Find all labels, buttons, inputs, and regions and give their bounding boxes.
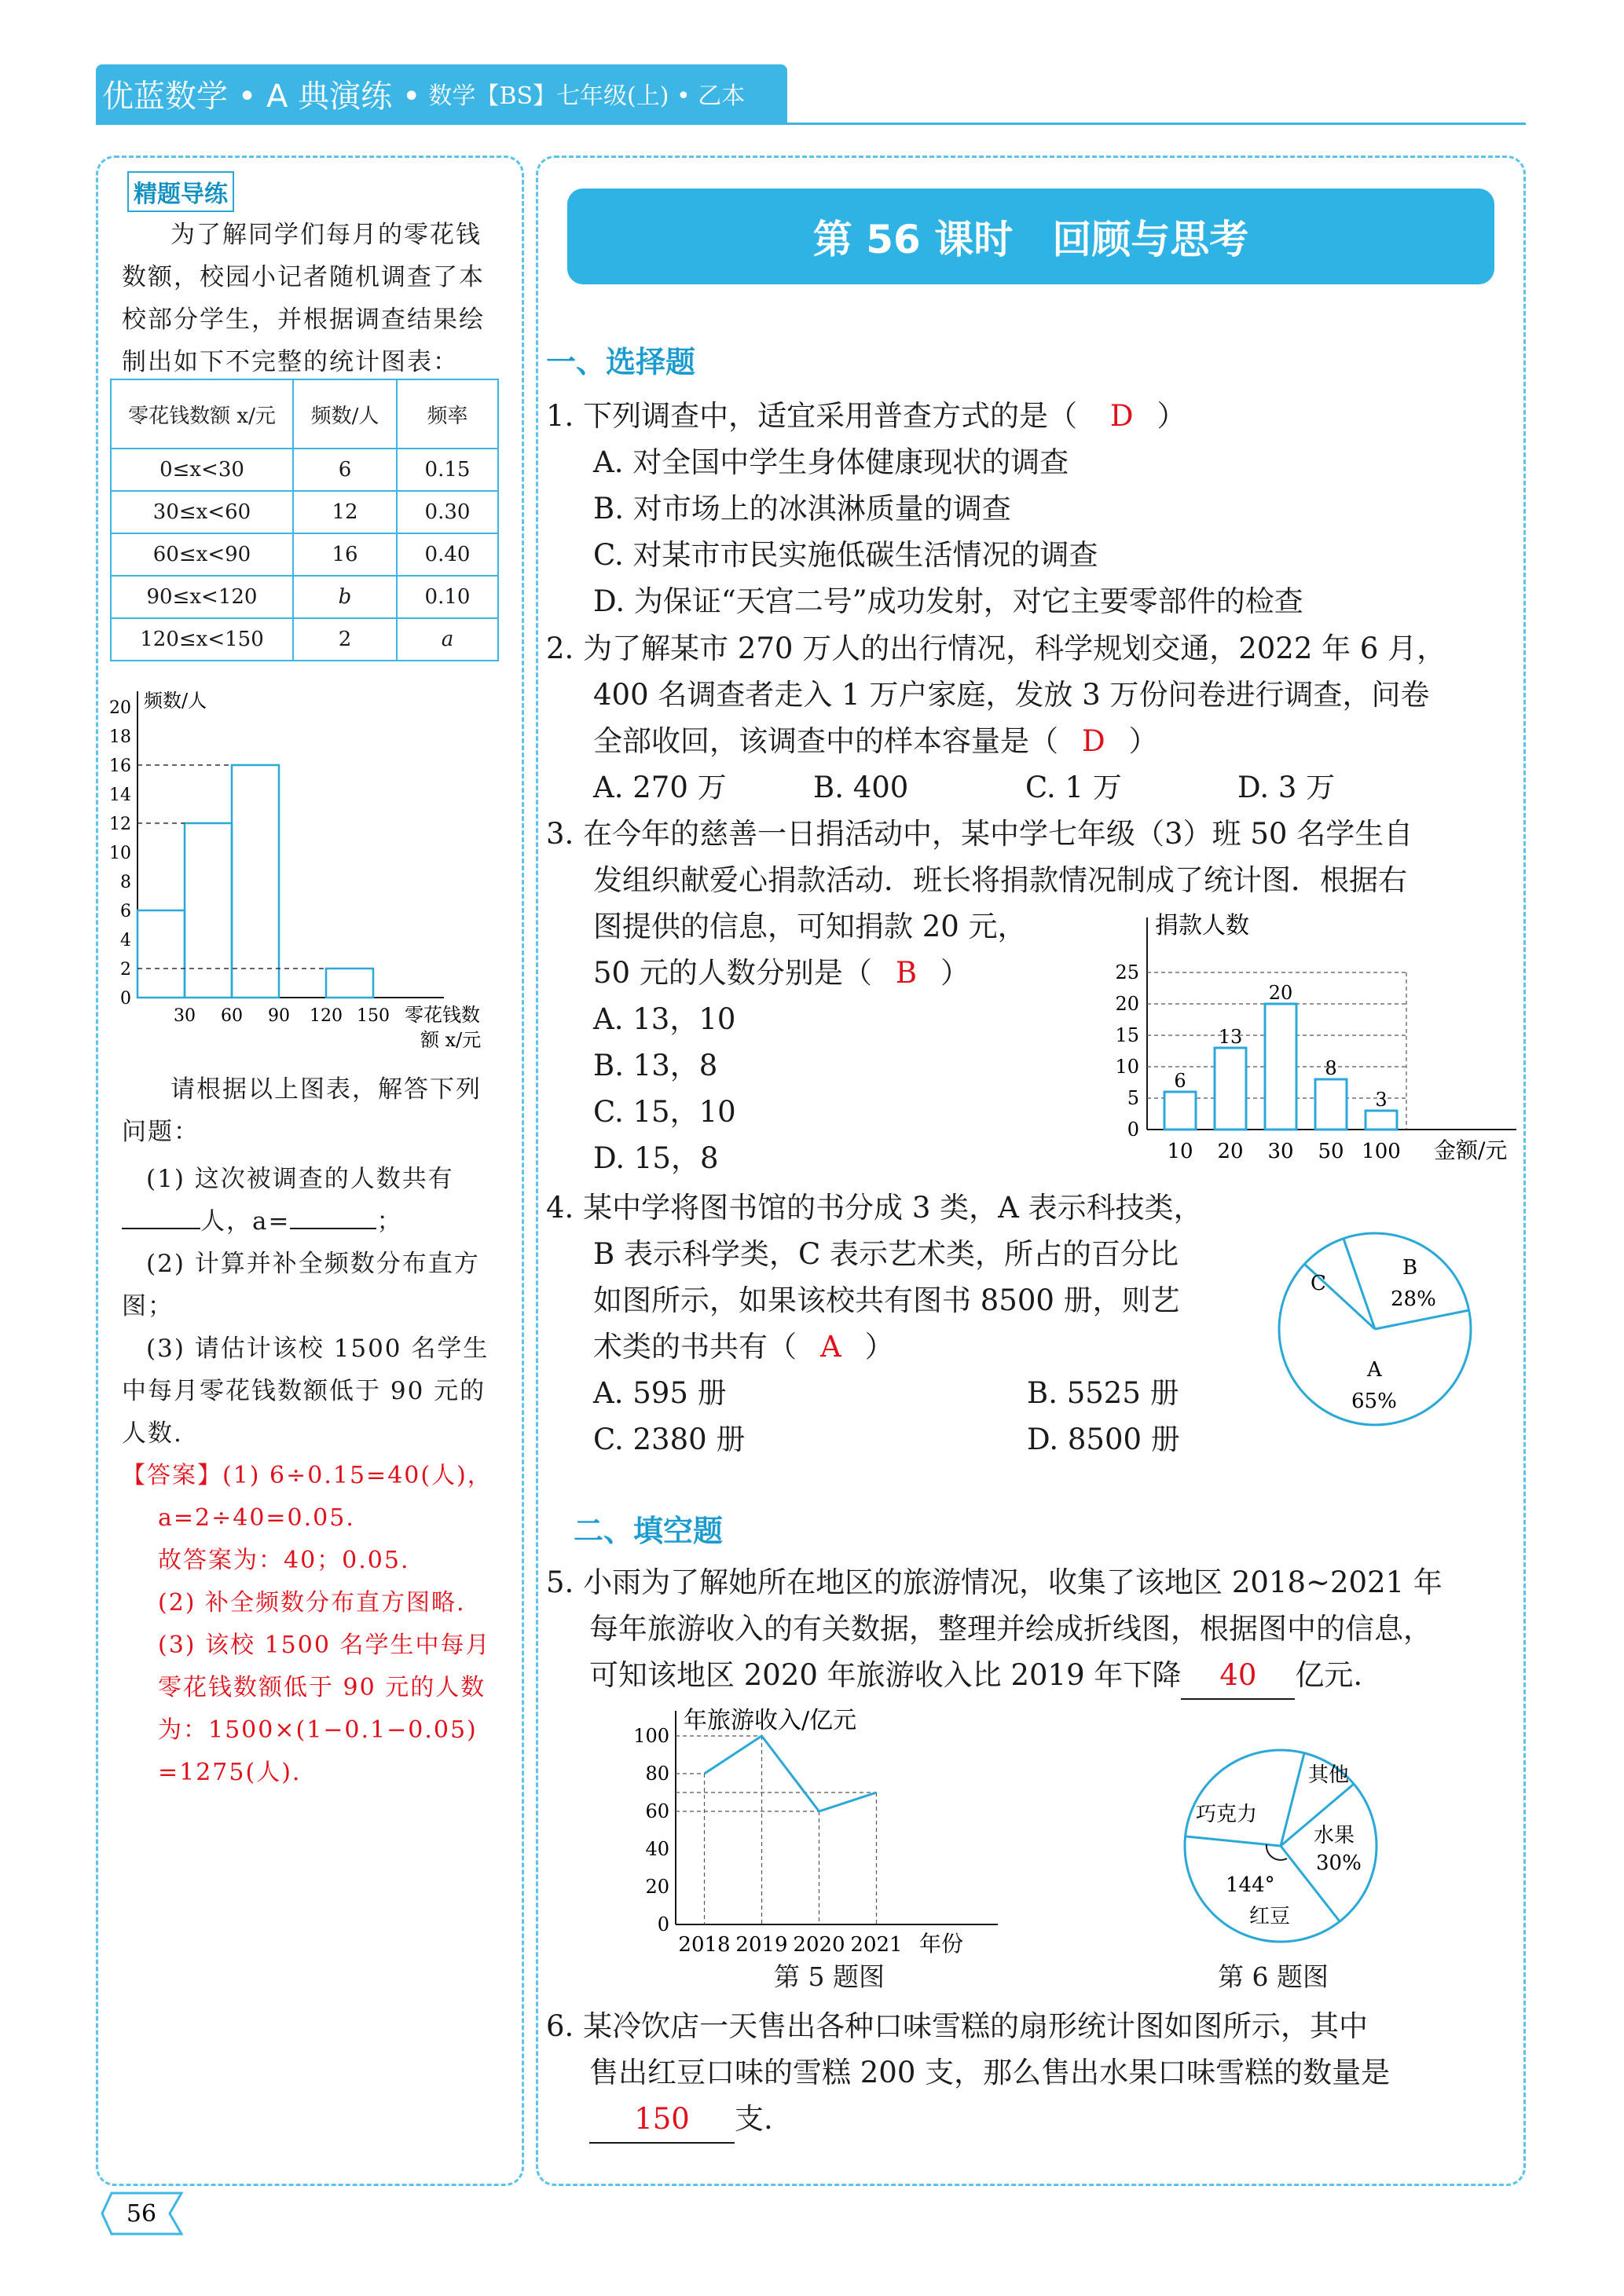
data-label: 6 <box>1174 1070 1186 1092</box>
pie6-label-other: 其他 <box>1308 1763 1350 1787</box>
x-axis-label: 零花钱数 <box>405 1004 480 1026</box>
book-pie-chart <box>1273 1227 1477 1431</box>
y-axis-label: 捐款人数 <box>1155 912 1249 939</box>
pie6-label-fruit: 水果 <box>1314 1824 1355 1847</box>
sidebar-prompt: 请根据以上图表，解答下列问题： <box>122 1075 482 1146</box>
question-3: 3. 在今年的慈善一日捐活动中，某中学七年级（3）班 50 名学生自 发组织献爱心捐款活动．班长将捐款情况制成了统计图．根据右 图提供的信息，可知捐款 20 元， 50 元的人数分别是（ B ） A. 13，10 B. 13，8 C. 15，10 D. 15，8 <box>546 817 1413 1175</box>
table-row: 120≤x<150 2 a <box>111 618 498 661</box>
histogram-bar <box>185 823 232 998</box>
pie4-label-b: B <box>1402 1256 1418 1280</box>
donation-bar <box>1164 1092 1196 1130</box>
answer-2: D <box>1082 724 1105 758</box>
pie4-value-b: 28% <box>1391 1287 1436 1311</box>
figure-5-caption: 第 5 题图 <box>774 1961 885 1992</box>
y-tick-label: 25 <box>1115 961 1139 983</box>
x-tick-label: 2018 <box>678 1933 731 1957</box>
y-axis-label: 频数/人 <box>144 690 207 712</box>
y-tick-label: 100 <box>633 1725 669 1747</box>
x-tick-label: 2021 <box>850 1933 903 1957</box>
sidebar-answer: 【答案】(1) 6÷0.15=40(人)， a=2÷40=0.05. 故答案为：40；0.05. (2) 补全频数分布直方图略. (3) 该校 1500 名学生中每月零花钱数额低于 90 元的人数为：1500×(1−0.1−0.05) =1275(人). <box>122 1462 493 1786</box>
x-tick-label: 20 <box>1217 1140 1244 1163</box>
table-row: 90≤x<120 b 0.10 <box>111 576 498 618</box>
data-label: 3 <box>1375 1089 1388 1111</box>
answer-6: 150 <box>589 2096 735 2144</box>
y-tick-label: 12 <box>109 815 131 834</box>
question-4: 4. 某中学将图书馆的书分成 3 类，A 表示科技类， B 表示科学类，C 表示艺术类，所占的百分比 如图所示，如果该校共有图书 8500 册，则艺 术类的书共有（ A ） A. 595 册 B. 5525 册 C. 2380 册 D. 8500 册 <box>546 1191 1203 1456</box>
pie4-label-c: C <box>1311 1272 1326 1295</box>
header-rule <box>96 123 1526 125</box>
icecream-pie-chart <box>1179 1744 1383 1948</box>
pie6-value-fruit: 30% <box>1316 1851 1362 1875</box>
answer-1: D <box>1109 399 1134 433</box>
histogram-bar <box>137 910 185 998</box>
page-number-badge <box>101 2192 183 2236</box>
x-axis-label: 年份 <box>919 1931 964 1957</box>
y-tick-label: 2 <box>120 960 131 980</box>
x-tick-label: 30 <box>174 1006 196 1026</box>
pie6-value-redbean: 144° <box>1226 1873 1275 1897</box>
sidebar-q2: (2) 计算并补全频数分布直方图； <box>122 1250 480 1320</box>
donation-bar-chart <box>1100 910 1532 1192</box>
histogram-bar <box>232 765 279 998</box>
y-tick-label: 18 <box>109 727 131 747</box>
x-tick-label: 2020 <box>793 1933 845 1957</box>
y-tick-label: 8 <box>120 873 131 892</box>
question-2: 2. 为了解某市 270 万人的出行情况，科学规划交通，2022 年 6 月， 400 名调查者走入 1 万户家庭，发放 3 万份问卷进行调查，问卷 全部收回，该调查中的样本容量是（ D ） A. 270 万 B. 400 C. 1 万 D. 3 万 <box>546 632 1446 804</box>
lesson-title: 第 56 课时 回顾与思考 <box>567 189 1494 284</box>
x-tick-label: 150 <box>357 1006 390 1026</box>
tourism-line-chart <box>629 1705 1021 1972</box>
y-tick-label: 20 <box>1115 993 1139 1015</box>
donation-bar <box>1265 1004 1296 1130</box>
y-tick-label: 20 <box>645 1876 669 1898</box>
sidebar-intro: 为了解同学们每月的零花钱数额，校园小记者随机调查了本校部分学生，并根据调查结果绘制出如下不完整的统计图表： <box>122 221 485 376</box>
section-choice: 一、选择题 <box>546 345 696 379</box>
donation-bar <box>1315 1079 1347 1130</box>
histogram-bar <box>326 969 373 998</box>
donation-bar <box>1215 1048 1246 1130</box>
sidebar-tag: 精题导练 <box>127 171 234 212</box>
y-tick-label: 0 <box>657 1913 669 1935</box>
header-tab <box>96 64 787 123</box>
pie4-value-a: 65% <box>1351 1390 1397 1413</box>
histogram-chart <box>102 683 526 1060</box>
y-tick-label: 14 <box>109 785 131 805</box>
brand-title: 优蓝数学 • A 典演练 • <box>102 78 421 115</box>
page-number: 56 <box>126 2200 157 2228</box>
figure-6-caption: 第 6 题图 <box>1218 1961 1329 1992</box>
y-tick-label: 5 <box>1127 1087 1139 1109</box>
pie4-label-a: A <box>1367 1358 1382 1382</box>
y-tick-label: 0 <box>120 989 131 1009</box>
data-label: 20 <box>1268 982 1293 1004</box>
table-header: 频率 <box>397 379 498 449</box>
y-tick-label: 10 <box>1115 1056 1139 1078</box>
line-series <box>705 1736 877 1811</box>
y-tick-label: 40 <box>645 1838 669 1860</box>
x-tick-label: 2019 <box>735 1933 788 1957</box>
sidebar-q1: (1) 这次被调查的人数共有 人，a= ； <box>122 1158 499 1243</box>
donation-bar <box>1366 1111 1397 1130</box>
table-row: 30≤x<60 12 0.30 <box>111 491 498 533</box>
x-tick-label: 100 <box>1362 1140 1401 1163</box>
x-tick-label: 60 <box>221 1006 243 1026</box>
pie6-label-redbean: 红豆 <box>1249 1905 1291 1928</box>
x-tick-label: 30 <box>1267 1140 1294 1163</box>
question-5: 5. 小雨为了解她所在地区的旅游情况，收集了该地区 2018~2021 年 每年旅游收入的有关数据，整理并绘成折线图，根据图中的信息， 可知该地区 2020 年旅游收入比 2019 年下降 40 亿元. <box>546 1559 1443 1700</box>
y-tick-label: 0 <box>1127 1119 1139 1141</box>
y-tick-label: 16 <box>109 756 131 776</box>
table-row: 0≤x<30 6 0.15 <box>111 449 498 491</box>
pie6-label-chocolate: 巧克力 <box>1196 1803 1258 1826</box>
table-header: 频数/人 <box>293 379 397 449</box>
section-fill: 二、填空题 <box>574 1514 724 1548</box>
book-subtitle: 数学【BS】七年级(上) • 乙本 <box>428 82 746 110</box>
answer-4: A <box>820 1330 841 1364</box>
y-tick-label: 60 <box>645 1800 669 1822</box>
y-tick-label: 6 <box>120 902 131 921</box>
answer-5: 40 <box>1181 1652 1295 1700</box>
y-tick-label: 80 <box>645 1763 669 1785</box>
question-6: 6. 某冷饮店一天售出各种口味雪糕的扇形统计图如图所示，其中 售出红豆口味的雪糕 200 支，那么售出水果口味雪糕的数量是 150 支. <box>546 2003 1390 2144</box>
x-tick-label: 120 <box>310 1006 343 1026</box>
y-tick-label: 20 <box>109 698 131 718</box>
data-label: 13 <box>1218 1026 1243 1048</box>
table-header: 零花钱数额 x/元 <box>111 379 293 449</box>
frequency-table <box>110 379 499 661</box>
x-tick-label: 90 <box>268 1006 290 1026</box>
x-axis-label: 金额/元 <box>1434 1137 1508 1163</box>
x-tick-label: 10 <box>1167 1140 1193 1163</box>
y-tick-label: 4 <box>120 931 131 950</box>
data-label: 8 <box>1325 1057 1337 1079</box>
answer-3: B <box>895 956 918 990</box>
x-tick-label: 50 <box>1318 1140 1344 1163</box>
y-tick-label: 15 <box>1115 1024 1139 1046</box>
x-axis-label: 额 x/元 <box>420 1029 482 1051</box>
table-row: 60≤x<90 16 0.40 <box>111 533 498 576</box>
y-tick-label: 10 <box>109 844 131 863</box>
question-1: 1. 下列调查中，适宜采用普查方式的是（ D ） A. 对全国中学生身体健康现状的调查 B. 对市场上的冰淇淋质量的调查 C. 对某市市民实施低碳生活情况的调查 D. 为保证“天宫二号”成功发射，对它主要零部件的检查 <box>546 399 1303 618</box>
sidebar-q3: (3) 请估计该校 1500 名学生中每月零花钱数额低于 90 元的人数. <box>122 1335 489 1448</box>
y-axis-label: 年旅游收入/亿元 <box>684 1707 857 1734</box>
